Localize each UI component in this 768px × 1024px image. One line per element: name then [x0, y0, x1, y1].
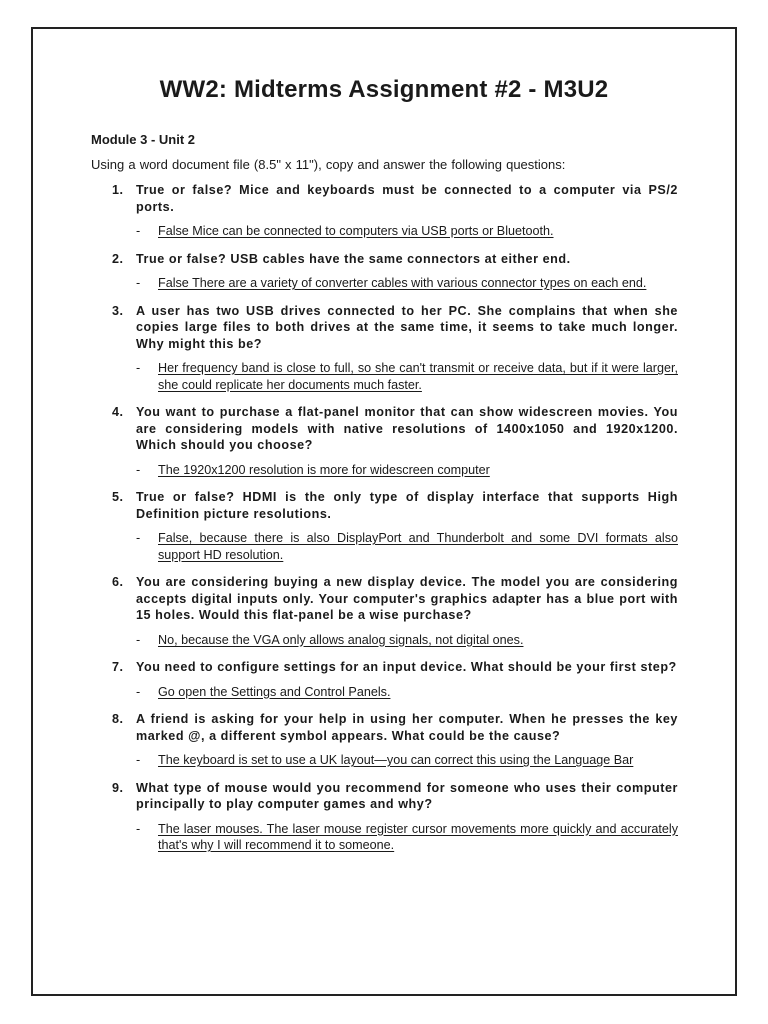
- answer: [108, 752, 678, 769]
- answer: [108, 530, 678, 563]
- answer: [108, 462, 678, 479]
- question-item: [108, 574, 678, 648]
- intro-text: Using a word document file (8.5" x 11"), copy and answer the following questions:: [91, 157, 566, 172]
- question-item: [108, 182, 678, 240]
- answer-text: Her frequency band is close to full, so she can't transmit or receive data, but if it were larger, she could replicate her documents much faster.: [158, 361, 678, 392]
- answer-bullet: -: [136, 753, 141, 767]
- answer: [108, 821, 678, 854]
- answer: [108, 275, 678, 292]
- answer-text: False, because there is also DisplayPort and Thunderbolt and some DVI formats also support HD resolution.: [158, 531, 678, 562]
- question-prompt: What type of mouse would you recommend for someone who uses their computer principally to play computer games and why?: [136, 780, 678, 811]
- question-text: [108, 574, 678, 624]
- question-text: [108, 780, 678, 813]
- answer-bullet: -: [136, 531, 141, 545]
- question-number: 1.: [112, 183, 124, 197]
- answer-bullet: -: [136, 462, 141, 477]
- question-item: [108, 489, 678, 563]
- answer-bullet: -: [136, 224, 141, 238]
- question-number: 8.: [112, 712, 124, 726]
- question-number: 7.: [112, 660, 124, 674]
- question-prompt: True or false? HDMI is the only type of display interface that supports High Definition picture resolutions.: [136, 490, 678, 521]
- answer-text: The laser mouses. The laser mouse register cursor movements more quickly and accurately that's why I will recommend it to someone.: [158, 821, 678, 852]
- question-prompt: A friend is asking for your help in using her computer. When he presses the key marked @, a different symbol appears. What could be the cause?: [136, 712, 678, 743]
- question-number: 2.: [112, 251, 124, 266]
- answer-text: False There are a variety of converter cables with various connector types on each end.: [158, 276, 647, 290]
- answer-bullet: -: [136, 684, 141, 699]
- answer-text: Go open the Settings and Control Panels.: [158, 684, 391, 699]
- question-text: [108, 251, 678, 268]
- question-prompt: You want to purchase a flat-panel monitor that can show widescreen movies. You are considering models with native resolutions of 1400x1050 and 1920x1200. Which should you choose?: [136, 405, 678, 452]
- question-text: [108, 303, 678, 353]
- question-prompt: You need to configure settings for an input device. What should be your first step?: [136, 660, 677, 674]
- question-number: 5.: [112, 490, 124, 504]
- question-number: 4.: [112, 405, 124, 419]
- answer-bullet: -: [136, 821, 141, 836]
- question-text: [108, 182, 678, 215]
- answer-text: No, because the VGA only allows analog signals, not digital ones.: [158, 632, 524, 647]
- question-number: 3.: [112, 303, 124, 318]
- answer: [108, 223, 678, 240]
- question-prompt: A user has two USB drives connected to her PC. She complains that when she copies large files to both drives at the same time, it seems to take much longer. Why might this be?: [136, 303, 678, 351]
- question-number: 9.: [112, 780, 124, 795]
- answer-text: False Mice can be connected to computers via USB ports or Bluetooth.: [158, 224, 554, 238]
- question-item: [108, 711, 678, 769]
- answer: [108, 684, 678, 701]
- question-text: [108, 404, 678, 454]
- question-item: [108, 251, 678, 292]
- question-text: [108, 659, 678, 676]
- answer-text: The 1920x1200 resolution is more for widescreen computer: [158, 462, 490, 477]
- question-item: [108, 659, 678, 700]
- question-prompt: True or false? Mice and keyboards must be connected to a computer via PS/2 ports.: [136, 183, 678, 214]
- question-list: [108, 182, 678, 865]
- answer-bullet: -: [136, 632, 141, 647]
- question-text: [108, 711, 678, 744]
- answer: [108, 632, 678, 649]
- module-heading: Module 3 - Unit 2: [91, 132, 195, 147]
- question-item: [108, 303, 678, 394]
- question-number: 6.: [112, 575, 124, 589]
- question-prompt: You are considering buying a new display device. The model you are considering accepts digital inputs only. Your computer's graphics adapter has a blue port with 15 holes. Would this flat-panel be a wise purchase?: [136, 575, 678, 622]
- question-text: [108, 489, 678, 522]
- question-item: [108, 780, 678, 854]
- question-item: [108, 404, 678, 478]
- question-prompt: True or false? USB cables have the same connectors at either end.: [136, 251, 571, 266]
- answer-text: The keyboard is set to use a UK layout—you can correct this using the Language Bar: [158, 753, 634, 767]
- answer-bullet: -: [136, 276, 141, 290]
- document-title: WW2: Midterms Assignment #2 - M3U2: [159, 76, 609, 103]
- answer: [108, 360, 678, 393]
- answer-bullet: -: [136, 361, 141, 375]
